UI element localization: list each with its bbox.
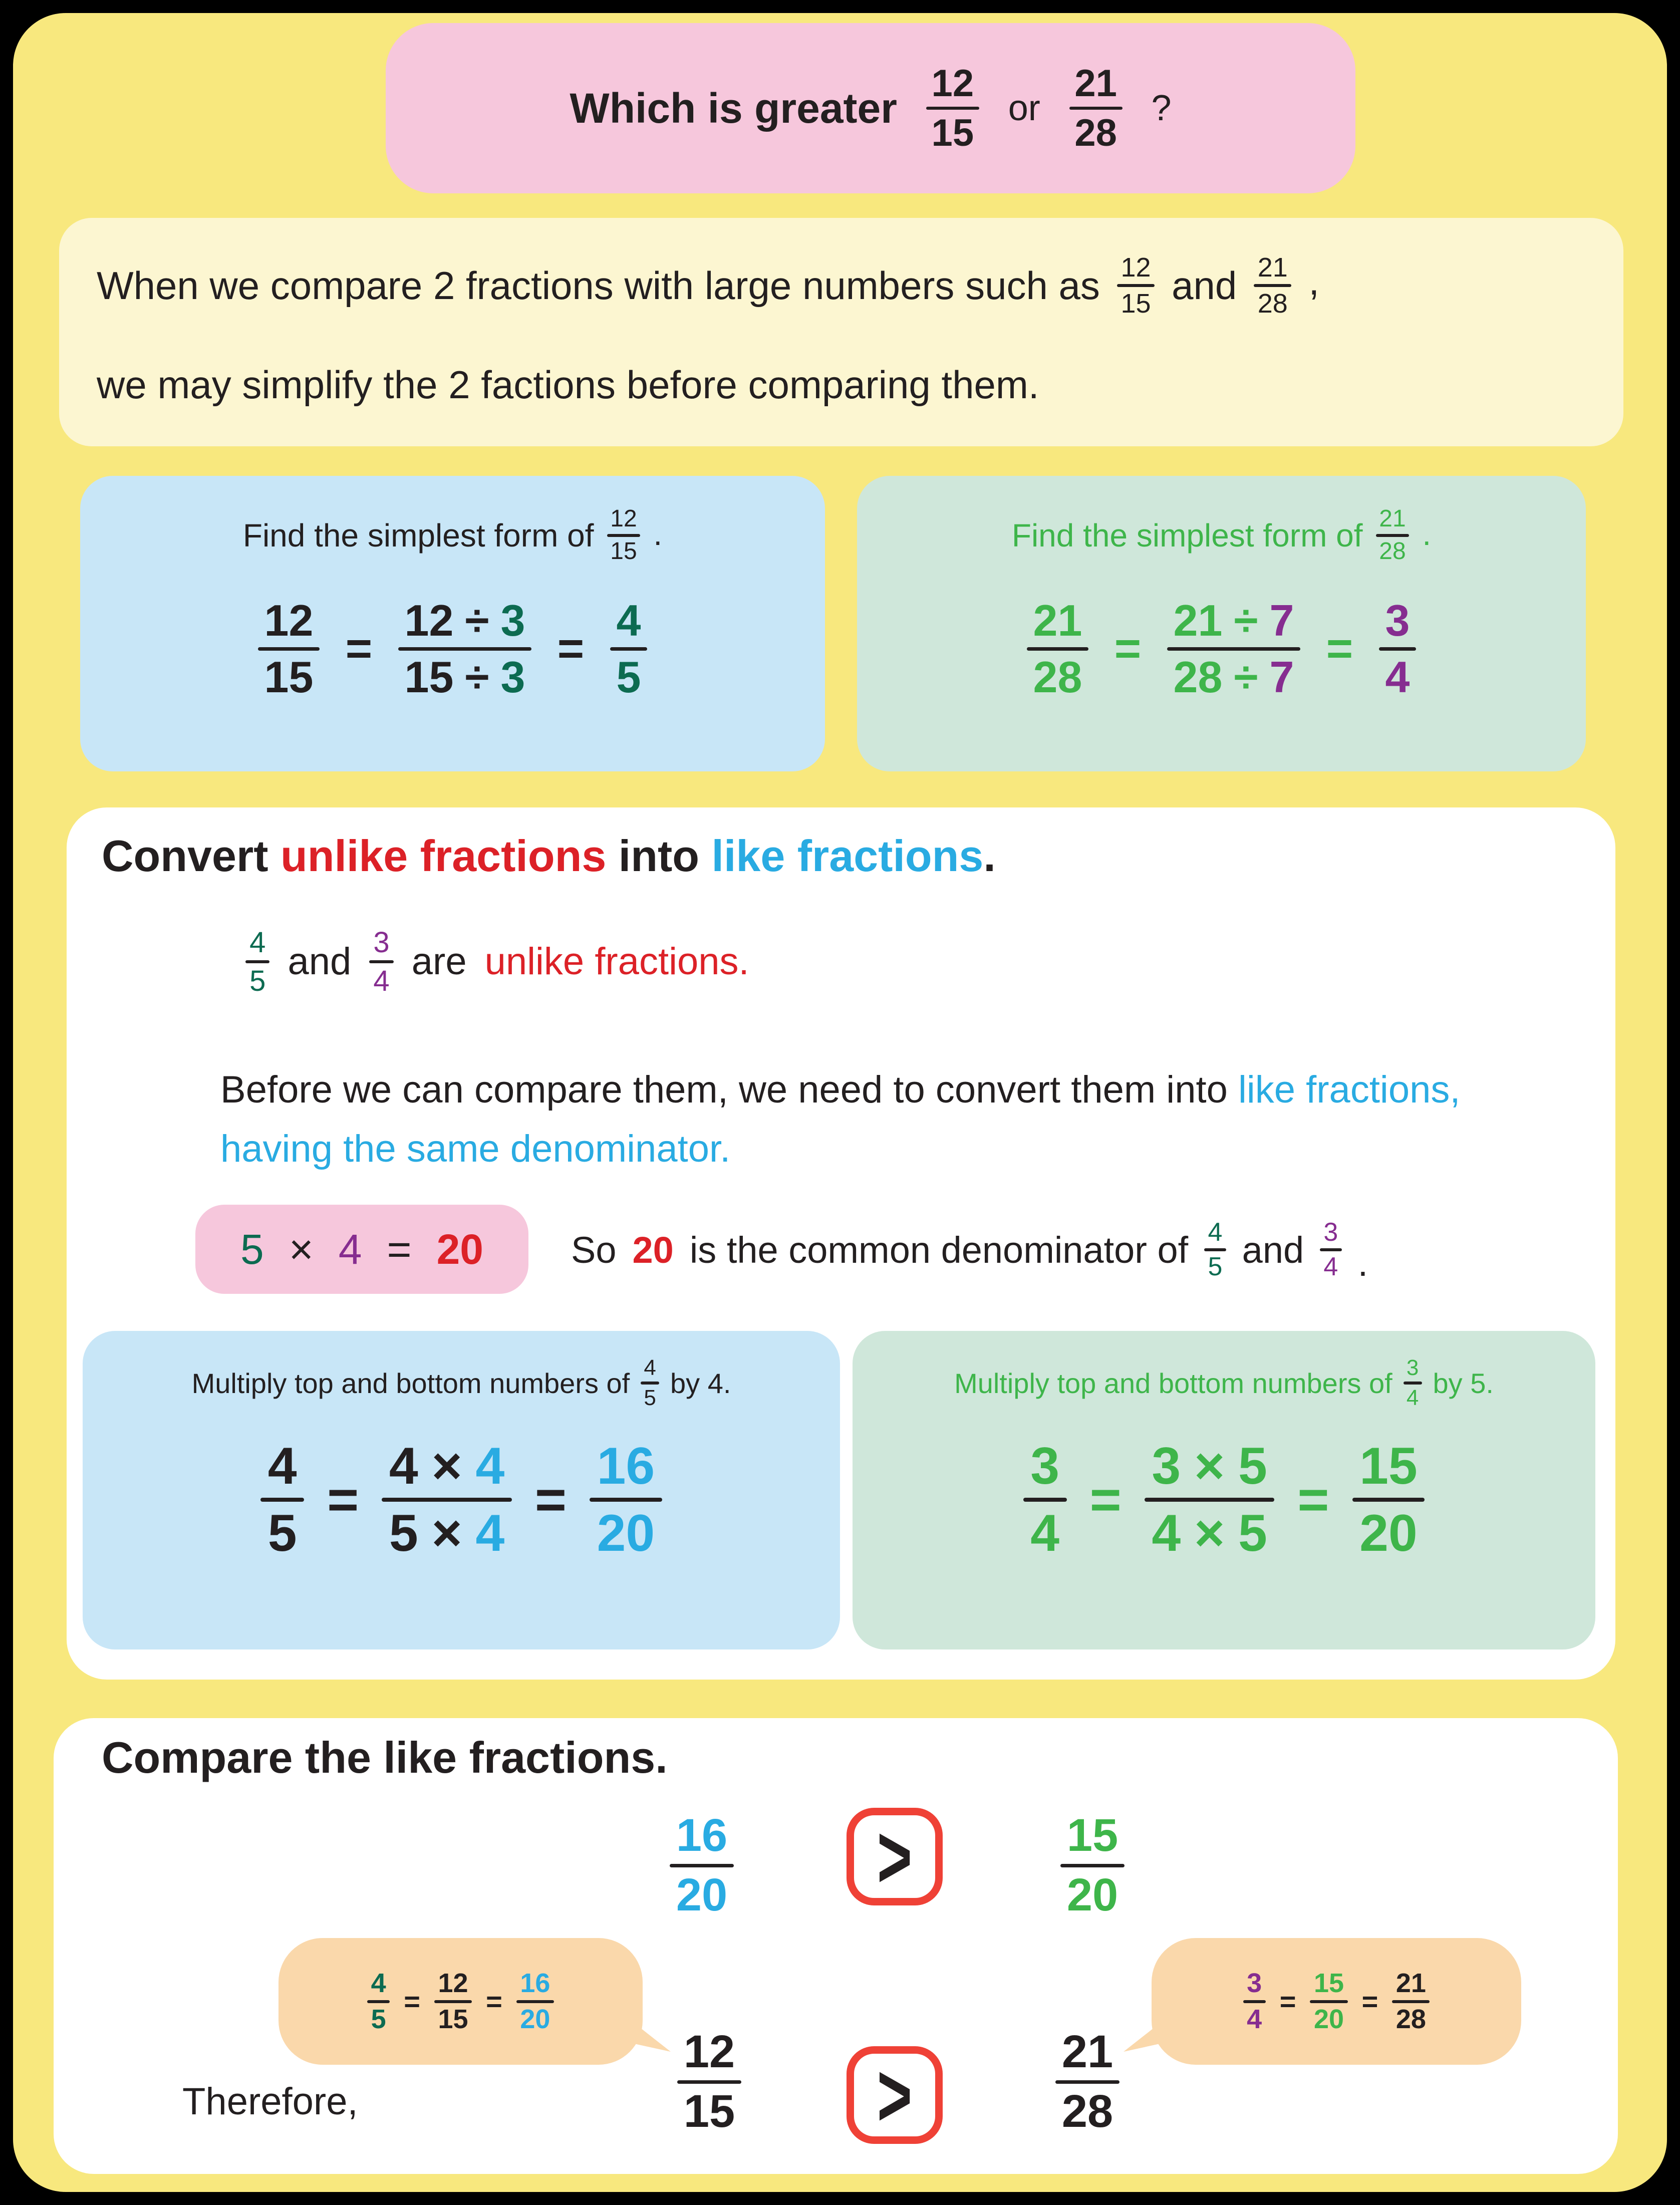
and-label: and [1242, 1229, 1304, 1271]
fraction-4-5: 4 5 [1204, 1219, 1226, 1280]
question-fraction-b: 21 28 [1069, 64, 1123, 152]
fraction-bar [1404, 1382, 1422, 1385]
fraction-bar [610, 647, 647, 651]
fraction-15-20: 15 20 [1060, 1812, 1125, 1919]
fraction-bar [260, 1498, 304, 1502]
fraction-21-28: 21 28 [1055, 2029, 1119, 2135]
fraction-4-5: 4 5 [367, 1970, 390, 2033]
fraction-bar [1376, 534, 1410, 537]
are-label: are [411, 940, 467, 983]
result-fraction: 15 20 [1352, 1440, 1425, 1560]
fraction-4-5: 4 5 [245, 928, 269, 996]
simplify-box-12-15 [80, 476, 825, 771]
multiplier: 4 [475, 1437, 505, 1495]
fraction-bar [516, 2000, 554, 2003]
work-fraction: 4 × 4 5 × 4 [382, 1440, 512, 1560]
result-fraction: 3 4 [1379, 598, 1416, 700]
convert-section [67, 807, 1615, 1680]
equals-sign: = [1326, 623, 1353, 674]
fraction-bar [382, 1498, 512, 1502]
title-fraction: 4 5 [641, 1357, 659, 1410]
equals-sign: = [1114, 623, 1142, 674]
title-period: . [653, 516, 663, 553]
fraction-3-4: 3 4 [1243, 1970, 1266, 2033]
fraction-15-20: 15 20 [1310, 1970, 1347, 2033]
fraction-3-4: 3 4 [1320, 1219, 1341, 1280]
bubble-tail [1124, 2008, 1180, 2052]
greater-than-symbol: > [877, 2045, 913, 2145]
fraction-bar [245, 960, 269, 963]
work-divisor: 7 [1269, 652, 1294, 702]
therefore-label: Therefore, [182, 2080, 358, 2123]
equals-sign: = [387, 1225, 412, 1273]
fraction-bar [1023, 1498, 1067, 1502]
multiply-equation [853, 1437, 1595, 1563]
fraction-bar [1167, 647, 1300, 651]
divide-sign: ÷ [465, 595, 489, 645]
fraction-bar [1379, 647, 1416, 651]
intro-and: and [1172, 263, 1237, 308]
work-fraction [1167, 595, 1300, 702]
page-title: Which is greater [570, 84, 897, 132]
equals-sign: = [557, 623, 585, 674]
simplify-title-text: Find the simplest form of [1011, 517, 1363, 554]
result-fraction: 4 5 [610, 598, 647, 700]
divide-sign: ÷ [1234, 595, 1258, 645]
common-denominator-sentence: So 20 is the common denominator of 4 5 and 3 4 . [571, 1202, 1368, 1297]
multiply-equation [83, 1437, 840, 1563]
question-bubble [386, 23, 1355, 193]
title-period: . [1422, 516, 1432, 553]
equals-sign: = [404, 1986, 420, 2017]
work-denominator: 15 [404, 652, 454, 702]
fraction-bar [641, 1382, 659, 1385]
lhs-fraction: 3 4 [1023, 1440, 1067, 1560]
fraction-bar [1310, 2000, 1347, 2003]
multiply-sign: × [1194, 1437, 1225, 1495]
factor-5: 5 [240, 1225, 264, 1273]
fraction-bar [677, 2080, 741, 2084]
twenty-label: 20 [632, 1229, 674, 1271]
multiply-sign: × [1194, 1504, 1225, 1563]
multiply-title: Multiply top and bottom numbers of 3 4 by 5. [954, 1355, 1494, 1410]
fraction-bar [1254, 284, 1291, 287]
equals-sign: = [327, 1469, 359, 1530]
equals-sign: = [1279, 1986, 1296, 2017]
intro-fraction-b: 21 28 [1254, 254, 1291, 318]
simplify-equation [857, 595, 1586, 702]
title-fraction: 12 15 [607, 507, 641, 564]
multiplier: 4 [475, 1504, 505, 1563]
work-divisor: 7 [1269, 595, 1294, 645]
fraction-3-4: 3 4 [369, 928, 393, 996]
fraction-16-20: 16 20 [516, 1970, 554, 2033]
fraction-bar [1392, 2000, 1430, 2003]
fraction-bar [398, 647, 531, 651]
thought-bubble-right [1152, 1938, 1521, 2065]
fraction-bar [1060, 1864, 1125, 1867]
multiply-sign: × [289, 1225, 314, 1273]
greater-than-symbol: > [877, 1806, 913, 1907]
fraction-12-15: 12 15 [677, 2029, 741, 2135]
divide-sign: ÷ [1234, 652, 1258, 702]
lhs-fraction: 12 15 [258, 598, 320, 700]
lhs-fraction: 4 5 [260, 1440, 304, 1560]
fraction-bar [258, 647, 320, 651]
work-fraction: 3 × 5 4 × 5 [1145, 1440, 1275, 1560]
multiply-title: Multiply top and bottom numbers of 4 5 by 4. [191, 1355, 731, 1410]
simplify-equation [80, 595, 825, 702]
common-denominator-product-box [195, 1205, 528, 1294]
simplify-box-21-28 [857, 476, 1586, 771]
greater-than-badge [847, 1808, 943, 1905]
fraction-bar [1204, 1248, 1226, 1251]
fraction-bar [369, 960, 393, 963]
simplify-title [80, 507, 825, 564]
fraction-21-28: 21 28 [1392, 1970, 1430, 2033]
bubble-tail [615, 2008, 671, 2052]
result-fraction: 16 20 [590, 1440, 662, 1560]
equals-sign: = [1089, 1469, 1122, 1530]
multiplier: 5 [1238, 1437, 1267, 1495]
fraction-bar [1320, 1248, 1341, 1251]
fraction-bar [607, 534, 641, 537]
fraction-bar [1352, 1498, 1425, 1502]
intro-comma: , [1308, 258, 1320, 303]
intro-fraction-a: 12 15 [1117, 254, 1155, 318]
fraction-bar [1243, 2000, 1266, 2003]
unlike-fractions-line [245, 928, 749, 996]
work-divisor: 3 [500, 595, 525, 645]
intro-box [59, 218, 1623, 446]
fraction-bar [926, 107, 979, 110]
compare-heading: Compare the like fractions. [102, 1733, 668, 1782]
equals-sign: = [486, 1986, 502, 2017]
fraction-bar [670, 1864, 734, 1867]
greater-than-badge [847, 2046, 943, 2144]
multiply-box-3-4 [853, 1331, 1595, 1649]
multiplier: 5 [1238, 1504, 1267, 1563]
fraction-bar [1055, 2080, 1119, 2084]
question-fraction-a: 12 15 [926, 64, 979, 152]
product-20: 20 [436, 1225, 483, 1273]
work-numerator: 21 [1173, 595, 1223, 645]
question-mark: ? [1151, 88, 1172, 128]
lhs-fraction: 21 28 [1027, 598, 1088, 700]
unlike-fractions-label: unlike fractions. [484, 940, 749, 983]
divide-sign: ÷ [465, 652, 489, 702]
and-label: and [288, 940, 352, 983]
work-denominator: 28 [1173, 652, 1223, 702]
fraction-bar [367, 2000, 390, 2003]
fraction-12-15: 12 15 [434, 1970, 472, 2033]
equals-sign: = [534, 1469, 567, 1530]
fraction-16-20: 16 20 [670, 1812, 734, 1919]
equals-sign: = [1297, 1469, 1329, 1530]
intro-line1 [97, 254, 1319, 318]
fraction-bar [1145, 1498, 1275, 1502]
multiply-box-4-5 [83, 1331, 840, 1649]
convert-heading: Convert unlike fractions into like fractions. [102, 831, 996, 881]
compare-section [54, 1718, 1618, 2174]
simplify-title [857, 507, 1586, 564]
multiply-sign: × [431, 1437, 462, 1495]
work-fraction [398, 595, 531, 702]
equals-sign: = [1361, 1986, 1378, 2017]
before-paragraph: Before we can compare them, we need to convert them into like fractions, having the same denominator. [220, 1068, 1461, 1170]
intro-line2: we may simplify the 2 factions before comparing them. [97, 363, 1039, 407]
fraction-bar [1117, 284, 1155, 287]
multiply-sign: × [431, 1504, 462, 1563]
or-label: or [1008, 88, 1040, 128]
fraction-bar [1027, 647, 1088, 651]
fraction-bar [1069, 107, 1123, 110]
title-fraction: 21 28 [1376, 507, 1410, 564]
title-fraction: 3 4 [1404, 1357, 1422, 1410]
intro-text-1: When we compare 2 fractions with large numbers such as [97, 263, 1100, 308]
fraction-bar [590, 1498, 662, 1502]
sentence-period: . [1357, 1242, 1368, 1284]
work-divisor: 3 [500, 652, 525, 702]
factor-4: 4 [338, 1225, 362, 1273]
work-numerator: 12 [404, 595, 454, 645]
simplify-title-text: Find the simplest form of [242, 517, 594, 554]
fraction-bar [434, 2000, 472, 2003]
thought-bubble-left [278, 1938, 643, 2065]
equals-sign: = [345, 623, 373, 674]
